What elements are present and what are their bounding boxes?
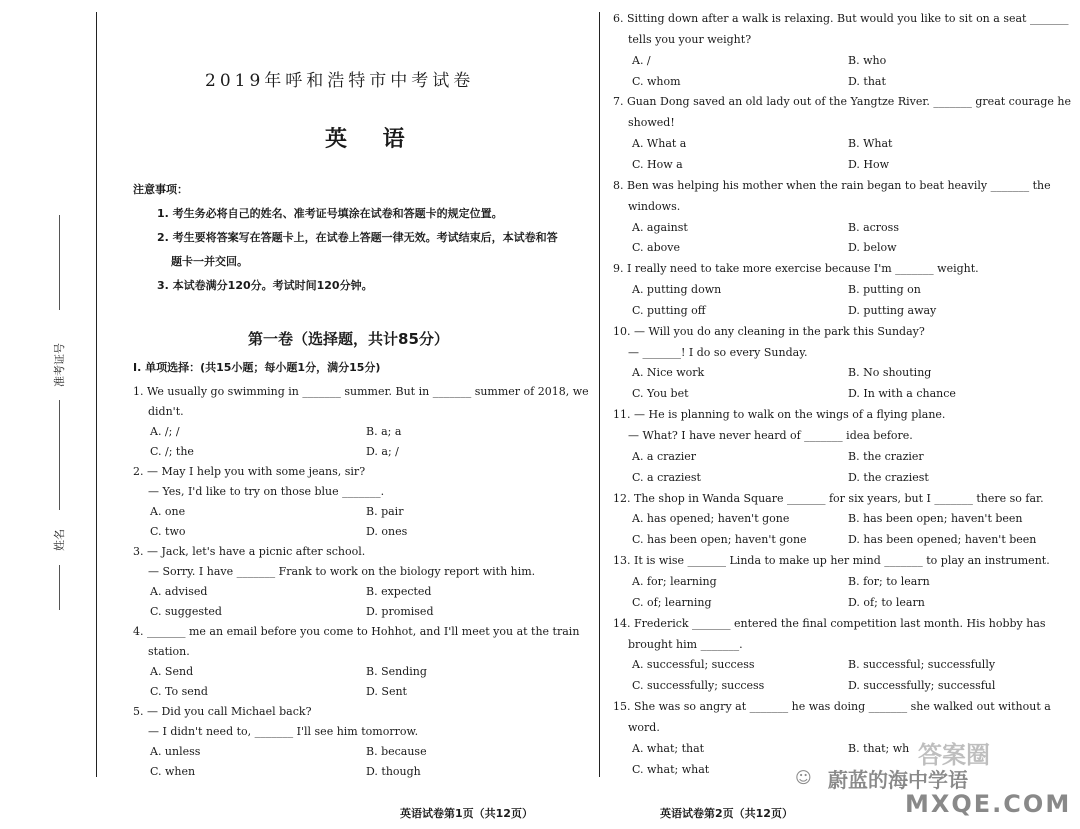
answer-option: C. /; the <box>150 445 194 458</box>
notice-item: 1. 考生务必将自己的姓名、准考证号填涂在试卷和答题卡的规定位置。 <box>157 207 503 220</box>
answer-option: D. that <box>848 74 886 88</box>
answer-option: C. successfully; success <box>632 679 765 693</box>
exam-id-label: 准考证号 <box>53 343 66 387</box>
question-line: word. <box>628 720 660 734</box>
answer-option: B. What <box>848 137 893 151</box>
answer-option: A. successful; success <box>632 658 755 672</box>
question-line: — _______! I do so every Sunday. <box>628 345 808 359</box>
notice-item: 2. 考生要将答案写在答题卡上，在试卷上答题一律无效。考试结束后，本试卷和答 <box>157 231 558 244</box>
answer-option: C. To send <box>150 685 208 698</box>
answer-option: D. though <box>366 765 421 778</box>
answer-option: D. putting away <box>848 303 937 317</box>
question-line: — Yes, I'd like to try on those blue _______. <box>148 485 385 498</box>
margin-rule-top <box>59 215 60 310</box>
part-title: Ⅰ. 单项选择：(共15小题；每小题1分，满分15分) <box>133 361 381 374</box>
answer-option: B. Sending <box>366 665 427 678</box>
answer-option: B. the crazier <box>848 449 924 463</box>
margin-rule-bottom <box>59 565 60 610</box>
answer-option: B. has been open; haven't been <box>848 512 1023 526</box>
question-stem: 7. Guan Dong saved an old lady out of the Yangtze River. _______ great courage he <box>613 95 1071 109</box>
answer-option: A. unless <box>150 745 201 758</box>
watermark-wechat-icon: ☺ <box>795 768 812 787</box>
answer-option: A. has opened; haven't gone <box>632 512 790 526</box>
answer-option: B. No shouting <box>848 366 932 380</box>
answer-option: D. In with a chance <box>848 387 956 401</box>
answer-option: B. who <box>848 53 887 67</box>
answer-option: A. for; learning <box>632 574 717 588</box>
question-line: — Sorry. I have _______ Frank to work on the biology report with him. <box>148 565 536 578</box>
question-stem: 4. _______ me an email before you come to Hohhot, and I'll meet you at the train <box>133 625 580 638</box>
answer-option: A. what; that <box>632 741 705 755</box>
answer-option: D. a; / <box>366 445 399 458</box>
question-stem: 15. She was so angry at _______ he was doing _______ she walked out without a <box>613 700 1051 714</box>
answer-option: C. whom <box>632 74 681 88</box>
subject-title: 英 语 <box>325 127 419 152</box>
question-stem: 1. We usually go swimming in _______ summer. But in _______ summer of 2018, we <box>133 385 589 398</box>
answer-option: A. What a <box>632 137 687 151</box>
question-line: station. <box>148 645 190 658</box>
answer-option: C. when <box>150 765 196 778</box>
question-stem: 10. — Will you do any cleaning in the park this Sunday? <box>613 324 925 338</box>
watermark-text: 蔚蓝的海中学语 <box>828 768 968 792</box>
answer-option: A. putting down <box>632 283 722 297</box>
answer-option: D. of; to learn <box>848 595 925 609</box>
answer-option: A. /; / <box>150 425 180 438</box>
answer-option: D. successfully; successful <box>848 679 996 693</box>
question-stem: 12. The shop in Wanda Square _______ for six years, but I _______ there so far. <box>613 491 1044 505</box>
notice-item: 题卡一并交回。 <box>171 255 248 268</box>
answer-option: C. has been open; haven't gone <box>632 533 807 547</box>
question-line: tells you your weight? <box>628 32 752 46</box>
question-stem: 5. — Did you call Michael back? <box>133 705 312 718</box>
question-line: brought him _______. <box>628 637 743 651</box>
answer-option: D. ones <box>366 525 408 538</box>
notice-item: 3. 本试卷满分120分。考试时间120分钟。 <box>157 279 373 292</box>
answer-option: A. advised <box>150 585 208 598</box>
center-divider <box>599 12 600 777</box>
answer-option: C. putting off <box>632 303 706 317</box>
notice-heading: 注意事项： <box>133 183 188 196</box>
watermark-url: MXQE.COM <box>905 790 1072 818</box>
answer-option: B. successful; successfully <box>848 658 996 672</box>
answer-option: C. a craziest <box>632 470 701 484</box>
answer-option: B. that; wh <box>848 741 910 755</box>
answer-option: C. two <box>150 525 186 538</box>
exam-title: 2019年呼和浩特市中考试卷 <box>205 71 475 91</box>
answer-option: A. a crazier <box>632 449 697 463</box>
answer-option: B. a; a <box>366 425 402 438</box>
question-stem: 3. — Jack, let's have a picnic after school. <box>133 545 366 558</box>
answer-option: C. of; learning <box>632 595 712 609</box>
footer-left-page-number: 英语试卷第1页（共12页） <box>400 807 533 820</box>
question-stem: 14. Frederick _______ entered the final competition last month. His hobby has <box>613 616 1046 630</box>
footer-right-page-number: 英语试卷第2页（共12页） <box>660 807 793 820</box>
answer-option: C. How a <box>632 157 683 171</box>
answer-option: B. pair <box>366 505 404 518</box>
answer-option: D. Sent <box>366 685 407 698</box>
question-stem: 6. Sitting down after a walk is relaxing. But would you like to sit on a seat _______ <box>613 12 1069 25</box>
answer-option: D. below <box>848 241 897 255</box>
answer-option: A. against <box>632 220 688 234</box>
answer-option: C. suggested <box>150 605 222 618</box>
margin-rule-mid <box>59 400 60 510</box>
answer-option: A. Send <box>150 665 194 678</box>
answer-option: A. Nice work <box>632 366 705 380</box>
answer-option: D. has been opened; haven't been <box>848 533 1037 547</box>
answer-option: C. You bet <box>632 387 689 401</box>
answer-option: C. above <box>632 241 680 255</box>
question-line: — What? I have never heard of _______ idea before. <box>628 429 913 442</box>
answer-option: A. one <box>150 505 186 518</box>
question-stem: 8. Ben was helping his mother when the rain began to beat heavily _______ the <box>613 178 1051 192</box>
question-line: didn't. <box>148 405 184 418</box>
answer-option: D. How <box>848 157 890 171</box>
answer-option: B. putting on <box>848 283 921 297</box>
left-page-border <box>96 12 97 777</box>
question-stem: 13. It is wise _______ Linda to make up her mind _______ to play an instrument. <box>613 554 1050 568</box>
question-stem: 9. I really need to take more exercise because I'm _______ weight. <box>613 262 979 276</box>
answer-option: D. promised <box>366 605 434 618</box>
question-stem: 2. — May I help you with some jeans, sir? <box>133 465 366 478</box>
answer-option: C. what; what <box>632 762 710 776</box>
question-line: showed! <box>628 116 675 130</box>
answer-option: A. / <box>632 53 651 67</box>
question-line: — I didn't need to, _______ I'll see him tomorrow. <box>148 725 419 738</box>
answer-option: B. because <box>366 745 427 758</box>
section-title: 第一卷（选择题，共计85分） <box>248 330 449 348</box>
answer-option: B. expected <box>366 585 432 598</box>
answer-option: B. for; to learn <box>848 574 930 588</box>
answer-option: D. the craziest <box>848 470 929 484</box>
question-stem: 11. — He is planning to walk on the wings of a flying plane. <box>613 408 946 422</box>
question-line: windows. <box>628 199 681 213</box>
watermark-logo: 答案圈 <box>918 741 990 769</box>
answer-option: B. across <box>848 220 899 234</box>
name-label: 姓名 <box>53 529 66 551</box>
